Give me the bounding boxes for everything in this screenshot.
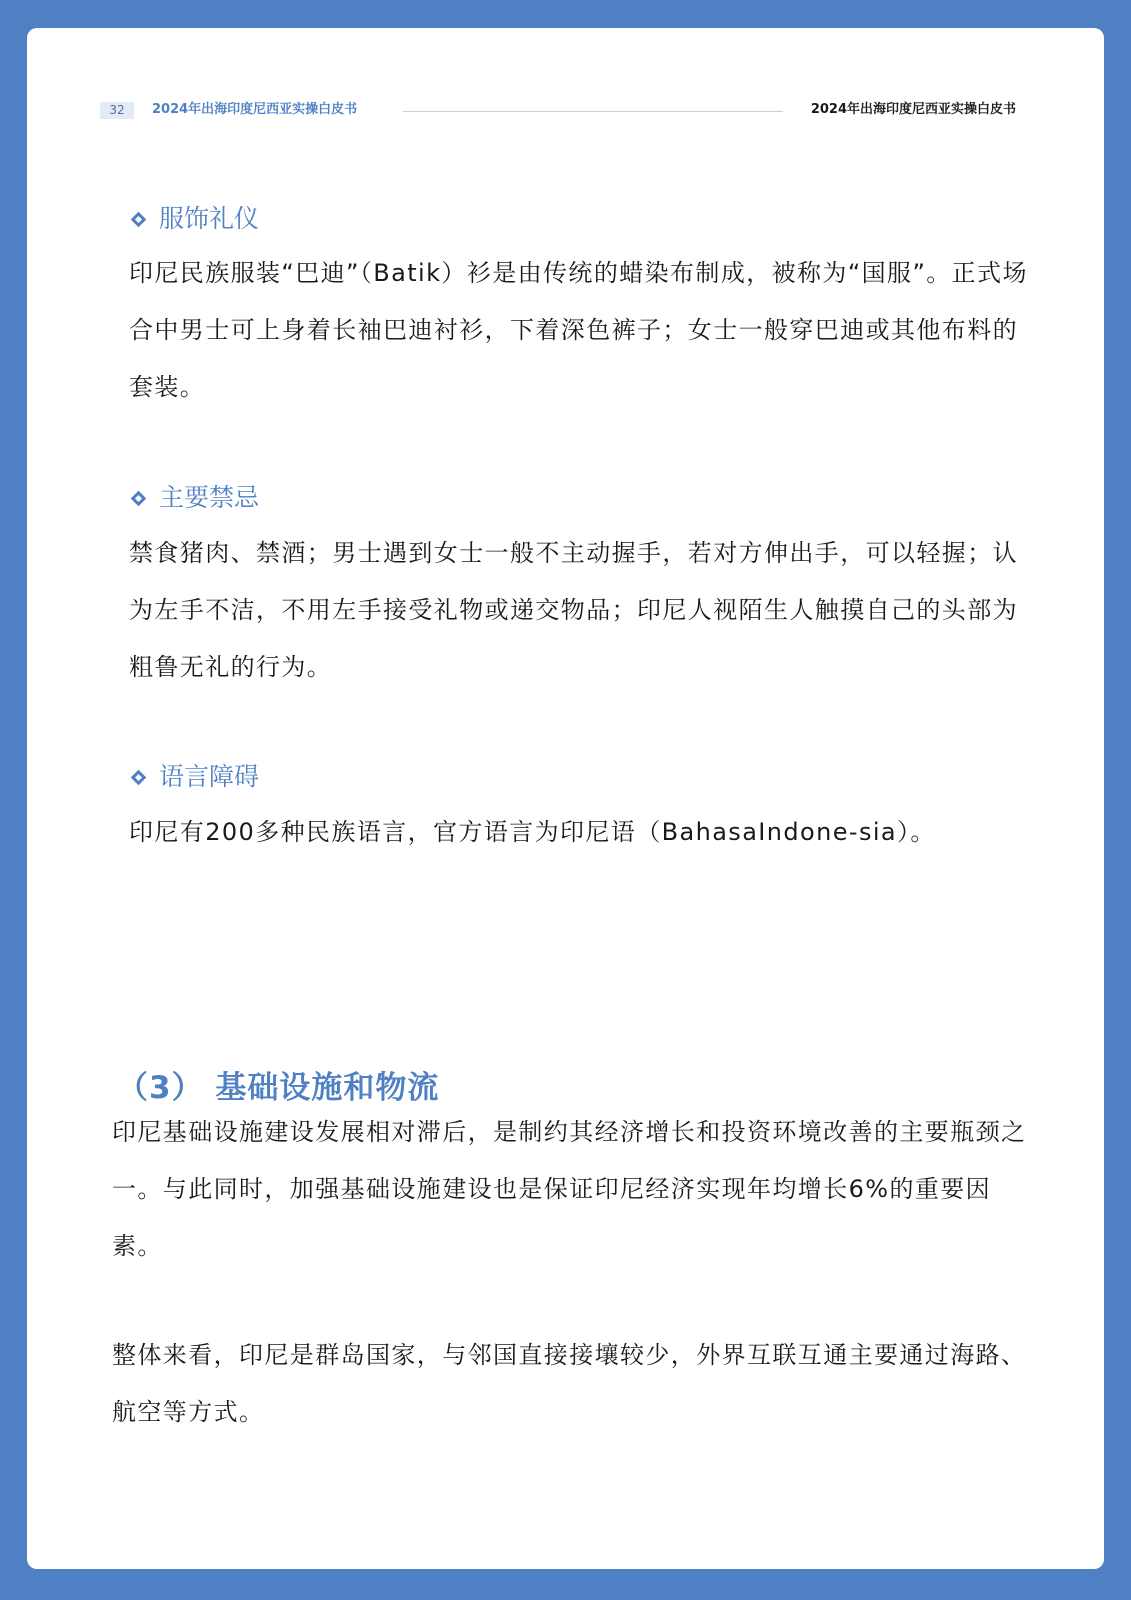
subsection-heading-taboos bbox=[130, 480, 259, 516]
subsection-body-taboos: 禁食猪肉、禁酒；男士遇到女士一般不主动握手，若对方伸出手，可以轻握；认为左手不洁，不用左手接受礼物或递交物品；印尼人视陌生人触摸自己的头部为粗鲁无礼的行为。 bbox=[129, 539, 1018, 681]
subsection-heading-language bbox=[130, 759, 259, 795]
subsection-body-attire: 印尼民族服装“巴迪”（Batik）衫是由传统的蜡染布制成，被称为“国服”。正式场合中男士可上身着长袖巴迪衬衫，下着深色裤子；女士一般穿巴迪或其他布料的套装。 bbox=[129, 259, 1028, 401]
header-divider bbox=[403, 111, 783, 112]
diamond-icon bbox=[131, 769, 147, 785]
infrastructure-paragraph-1: 印尼基础设施建设发展相对滞后，是制约其经济增长和投资环境改善的主要瓶颈之一。与此同时，加强基础设施建设也是保证印尼经济实现年均增长6%的重要因素。 bbox=[112, 1118, 1027, 1260]
subsection-title: 主要禁忌 bbox=[159, 483, 260, 512]
diamond-icon bbox=[131, 490, 147, 506]
header-title-left: 2024年出海印度尼西亚实操白皮书 bbox=[152, 102, 358, 117]
page-card bbox=[27, 28, 1104, 1569]
section-heading-infrastructure: （3） 基础设施和物流 bbox=[117, 1069, 440, 1106]
diamond-icon bbox=[131, 211, 147, 227]
subsection-body-language: 印尼有200多种民族语言，官方语言为印尼语（BahasaIndone-sia）。 bbox=[129, 818, 936, 846]
header-title-right: 2024年出海印度尼西亚实操白皮书 bbox=[810, 102, 1016, 117]
subsection-title: 语言障碍 bbox=[159, 762, 260, 791]
subsection-title: 服饰礼仪 bbox=[159, 204, 260, 233]
subsection-heading-attire bbox=[130, 201, 259, 237]
page-number: 32 bbox=[100, 102, 134, 119]
infrastructure-paragraph-2: 整体来看，印尼是群岛国家，与邻国直接接壤较少，外界互联互通主要通过海路、航空等方式。 bbox=[112, 1341, 1027, 1426]
